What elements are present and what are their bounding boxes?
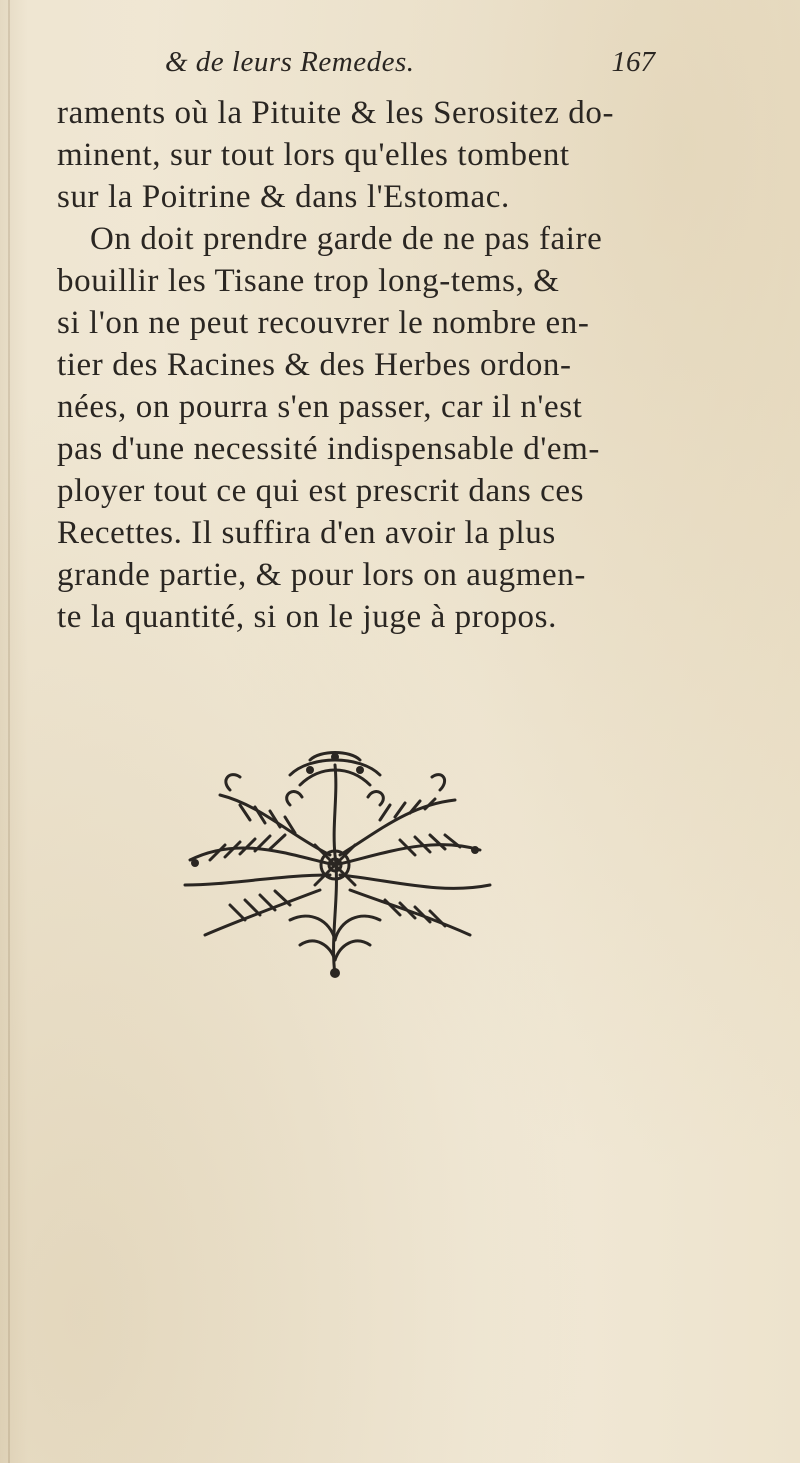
text-line: Recettes. Il suffira d'en avoir la plus (57, 515, 556, 551)
text-line: bouillir les Tisane trop long-tems, & (57, 263, 560, 299)
text-line: si l'on ne peut recouvrer le nombre en- (57, 305, 590, 341)
text-line: grande partie, & pour lors on augmen- (57, 557, 586, 593)
text-line: raments où la Pituite & les Serositez do- (57, 95, 615, 131)
text-line: nées, on pourra s'en passer, car il n'est (57, 389, 583, 425)
page-gutter (8, 0, 10, 1463)
text-line: pas d'une necessité indispensable d'em- (57, 431, 600, 467)
text-line: minent, sur tout lors qu'elles tombent (57, 137, 570, 173)
paragraph-start-line: On doit prendre garde de ne pas faire (90, 221, 603, 257)
page-number: 167 (611, 46, 655, 78)
running-title: & de leurs Remedes. (165, 46, 415, 78)
text-line: te la quantité, si on le juge à propos. (57, 599, 557, 635)
text-line: ployer tout ce qui est prescrit dans ces (57, 473, 585, 509)
floral-tailpiece-icon (170, 745, 500, 985)
running-head (165, 46, 655, 90)
text-line: tier des Racines & des Herbes ordon- (57, 347, 572, 383)
text-line: sur la Poitrine & dans l'Estomac. (57, 179, 510, 215)
body-text (57, 92, 667, 638)
